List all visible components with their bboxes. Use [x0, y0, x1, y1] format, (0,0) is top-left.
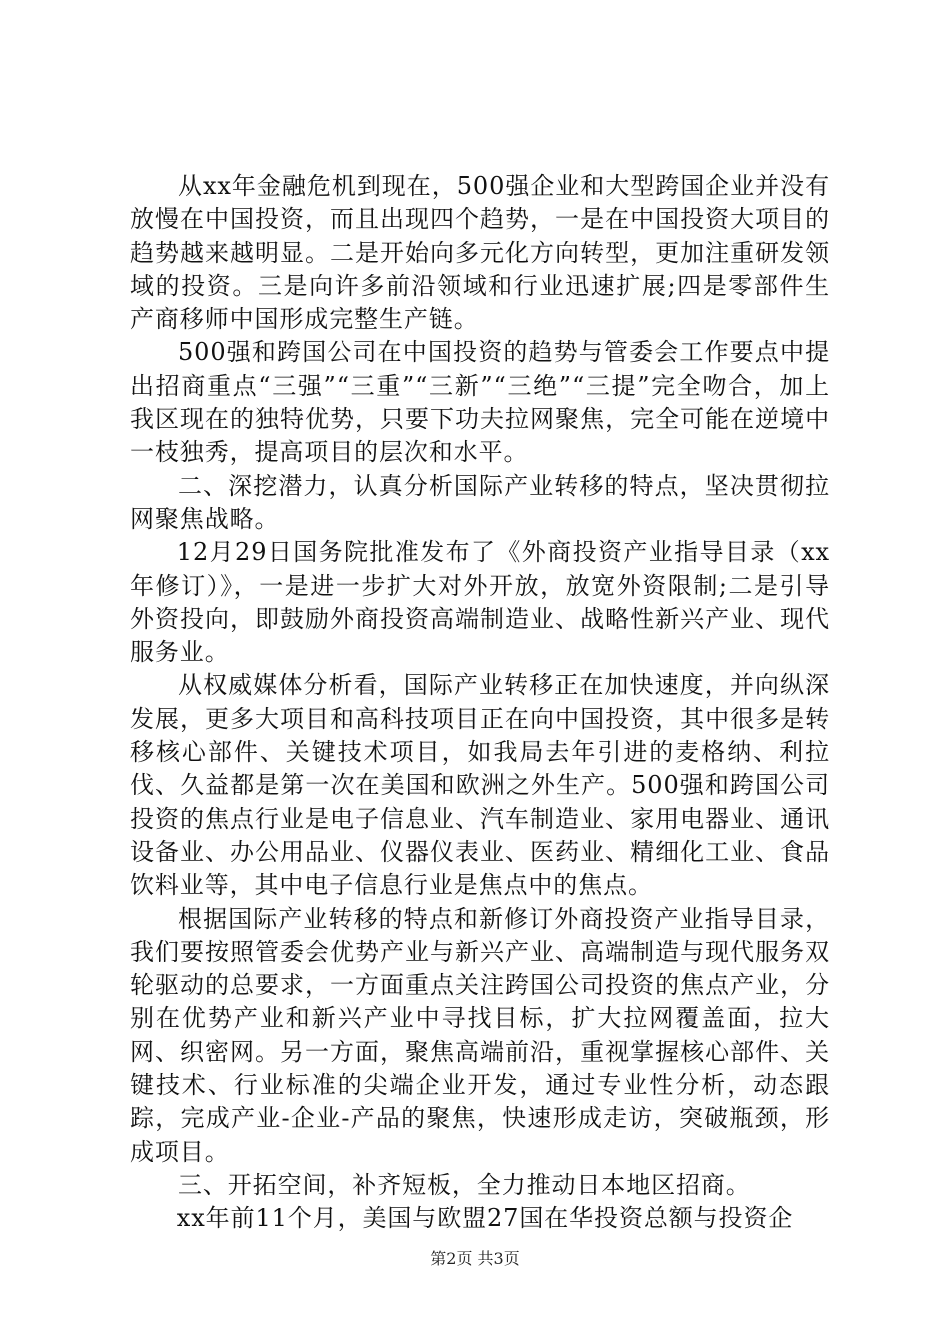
- paragraph-4: 从权威媒体分析看，国际产业转移正在加快速度，并向纵深发展，更多大项目和高科技项目正在向中国投资，其中很多是转移核心部件、关键技术项目，如我局去年引进的麦格纳、利拉伐、久益都是第一次在美国和欧洲之外生产。500强和跨国公司投资的焦点行业是电子信息业、汽车制造业、家用电器业、通讯设备业、办公用品业、仪器仪表业、医药业、精细化工业、食品饮料业等，其中电子信息行业是焦点中的焦点。: [130, 671, 830, 900]
- paragraph-5: 根据国际产业转移的特点和新修订外商投资产业指导目录，我们要按照管委会优势产业与新兴产业、高端制造与现代服务双轮驱动的总要求，一方面重点关注跨国公司投资的焦点产业，分别在优势产业和新兴产业中寻找目标，扩大拉网覆盖面，拉大网、织密网。另一方面，聚焦高端前沿，重视掌握核心部件、关键技术、行业标准的尖端企业开发，通过专业性分析，动态跟踪，完成产业-企业-产品的聚焦，快速形成走访，突破瓶颈，形成项目。: [130, 904, 830, 1166]
- paragraph-1: 从xx年金融危机到现在，500强企业和大型跨国企业并没有放慢在中国投资，而且出现四个趋势，一是在中国投资大项目的趋势越来越明显。二是开始向多元化方向转型，更加注重研发领域的投资。三是向许多前沿领域和行业迅速扩展;四是零部件生产商移师中国形成完整生产链。: [130, 172, 830, 334]
- paragraph-6: xx年前11个月，美国与欧盟27国在华投资总额与投资企: [176, 1204, 794, 1233]
- paragraph-3: 12月29日国务院批准发布了《外商投资产业指导目录（xx年修订）》，一是进一步扩大对外开放，放宽外资限制;二是引导外资投向，即鼓励外商投资高端制造业、战略性新兴产业、现代服务业。: [130, 538, 830, 667]
- section-heading-2: 二、深挖潜力，认真分析国际产业转移的特点，坚决贯彻拉网聚焦战略。: [130, 471, 830, 533]
- page-footer: 第2页 共3页: [430, 1249, 520, 1268]
- paragraph-2: 500强和跨国公司在中国投资的趋势与管委会工作要点中提出招商重点“三强”“三重”“三新”“三绝”“三提”完全吻合，加上我区现在的独特优势，只要下功夫拉网聚焦，完全可能在逆境中一枝独秀，提高项目的层次和水平。: [130, 338, 830, 467]
- section-heading-3: 三、开拓空间，补齐短板，全力推动日本地区招商。: [178, 1170, 751, 1199]
- document-body: [130, 170, 830, 1236]
